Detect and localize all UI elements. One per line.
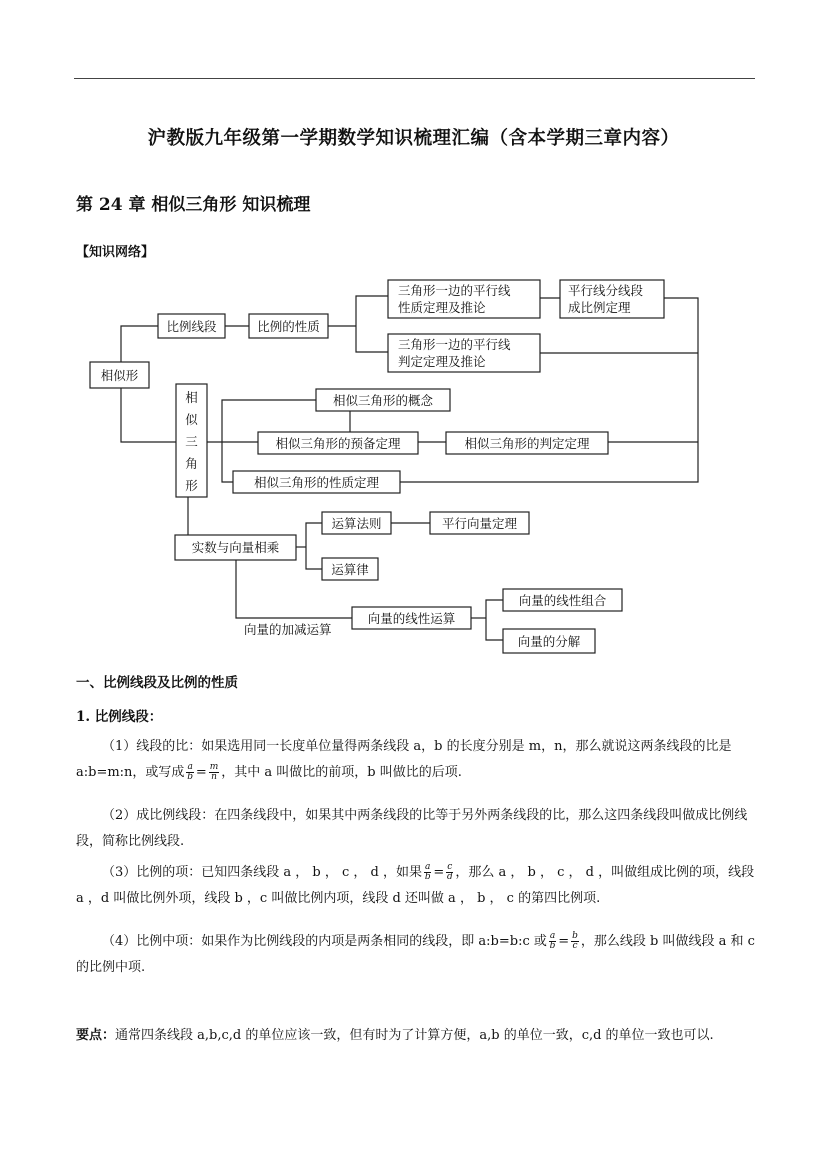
p3-text-a: （3）比例的项：已知四条线段 a ， b ， c ， d ，如果	[102, 865, 423, 880]
node-parallel-prop-l2: 性质定理及推论	[398, 300, 486, 315]
node-sim-judge: 相似三角形的判定定理	[464, 436, 590, 451]
p4-text-a: （4）比例中项：如果作为比例线段的内项是两条相同的线段，即 a:b=b:c 或	[102, 934, 547, 949]
key-text: 通常四条线段 a,b,c,d 的单位应该一致，但有时为了计算方便，a,b 的单位一致，c,d 的单位一致也可以.	[115, 1028, 714, 1043]
node-sim-tri-1: 相	[185, 390, 198, 405]
document-title: 沪教版九年级第一学期数学知识梳理汇编（含本学期三章内容）	[147, 128, 680, 149]
fraction-m-over-n: $\frac{m}{n}$	[209, 762, 219, 782]
node-parallel-judge-l1: 三角形一边的平行线	[398, 337, 511, 352]
p3-text-b: ，那么 a ， b ， c ， d ，叫做组成比例的项，线段 a ，d 叫做比例外项，线段 b ，c 叫做比例内项，线段 d 还叫做 a ， b ， c 的第四比例项.	[76, 865, 755, 906]
fraction-a-over-b-3: $\frac{a}{b}$	[549, 931, 556, 951]
equals-sign: =	[195, 765, 207, 780]
node-op-rule: 运算法则	[331, 516, 382, 531]
node-op-law: 运算律	[331, 562, 369, 577]
line-similar-simtri	[121, 388, 176, 442]
fraction-a-over-b-2: $\frac{a}{b}$	[424, 862, 431, 882]
node-similar: 相似形	[100, 368, 139, 383]
p1-text-a: （1）线段的比：如果选用同一长度单位量得两条线段 a，b 的长度分别是 m，n，那么就说这两条线段的比是 a:b=m:n，或写成	[76, 739, 732, 780]
paragraph-ratio	[76, 734, 756, 786]
fraction-c-over-d: $\frac{c}{d}$	[446, 862, 453, 882]
node-parallel-judge-l2: 判定定理及推论	[398, 354, 486, 369]
node-vec-addsub: 向量的加减运算	[244, 622, 332, 637]
node-parallel-prop-l1: 三角形一边的平行线	[398, 283, 511, 298]
paragraph-terms	[76, 860, 756, 912]
line-similar-propseg	[121, 326, 158, 362]
chapter-title: 第 24 章 相似三角形 知识梳理	[76, 195, 311, 215]
equals-sign-2: =	[433, 865, 445, 880]
node-parallel-split-l1: 平行线分线段	[568, 283, 644, 298]
node-sim-nature: 相似三角形的性质定理	[253, 475, 380, 490]
node-parallel-vec: 平行向量定理	[441, 516, 518, 531]
node-sim-prelim: 相似三角形的预备定理	[275, 436, 401, 451]
node-vec-linear: 向量的线性运算	[367, 611, 456, 626]
node-vec-combo: 向量的线性组合	[518, 593, 607, 608]
node-vec-decomp: 向量的分解	[517, 634, 581, 649]
network-label: 【知识网络】	[76, 245, 155, 260]
node-sim-tri-4: 角	[185, 456, 198, 471]
subsection-heading: 1. 比例线段：	[76, 709, 163, 725]
p4-text-b: ，那么线段 b 叫做线段 a 和 c 的比例中项.	[76, 934, 755, 975]
node-sim-tri-3: 三	[185, 434, 198, 449]
node-prop-seg: 比例线段	[166, 319, 217, 334]
p1-text-b: ，其中 a 叫做比的前项，b 叫做比的后项.	[221, 765, 462, 780]
paragraph-mean	[76, 929, 756, 981]
paragraph-proportional: （2）成比例线段：在四条线段中，如果其中两条线段的比等于另外两条线段的比，那么这四条线段叫做成比例线段，简称比例线段.	[76, 808, 748, 849]
node-parallel-split-l2: 成比例定理	[568, 300, 631, 315]
node-real-vec: 实数与向量相乘	[191, 540, 280, 555]
node-sim-tri-2: 似	[185, 412, 198, 427]
line-linear-split	[486, 600, 503, 640]
fraction-b-over-c: $\frac{b}{c}$	[572, 931, 578, 951]
section-heading: 一、比例线段及比例的性质	[76, 675, 238, 691]
equals-sign-3: =	[558, 934, 570, 949]
line-ops-branch	[306, 523, 322, 569]
line-nature-parallel	[356, 296, 388, 352]
node-prop-nature: 比例的性质	[257, 319, 320, 334]
fraction-a-over-b: $\frac{a}{b}$	[187, 762, 193, 782]
key-label: 要点：	[76, 1028, 116, 1043]
node-sim-tri-5: 形	[185, 478, 198, 493]
node-sim-concept: 相似三角形的概念	[332, 393, 434, 408]
key-point	[76, 1024, 756, 1048]
